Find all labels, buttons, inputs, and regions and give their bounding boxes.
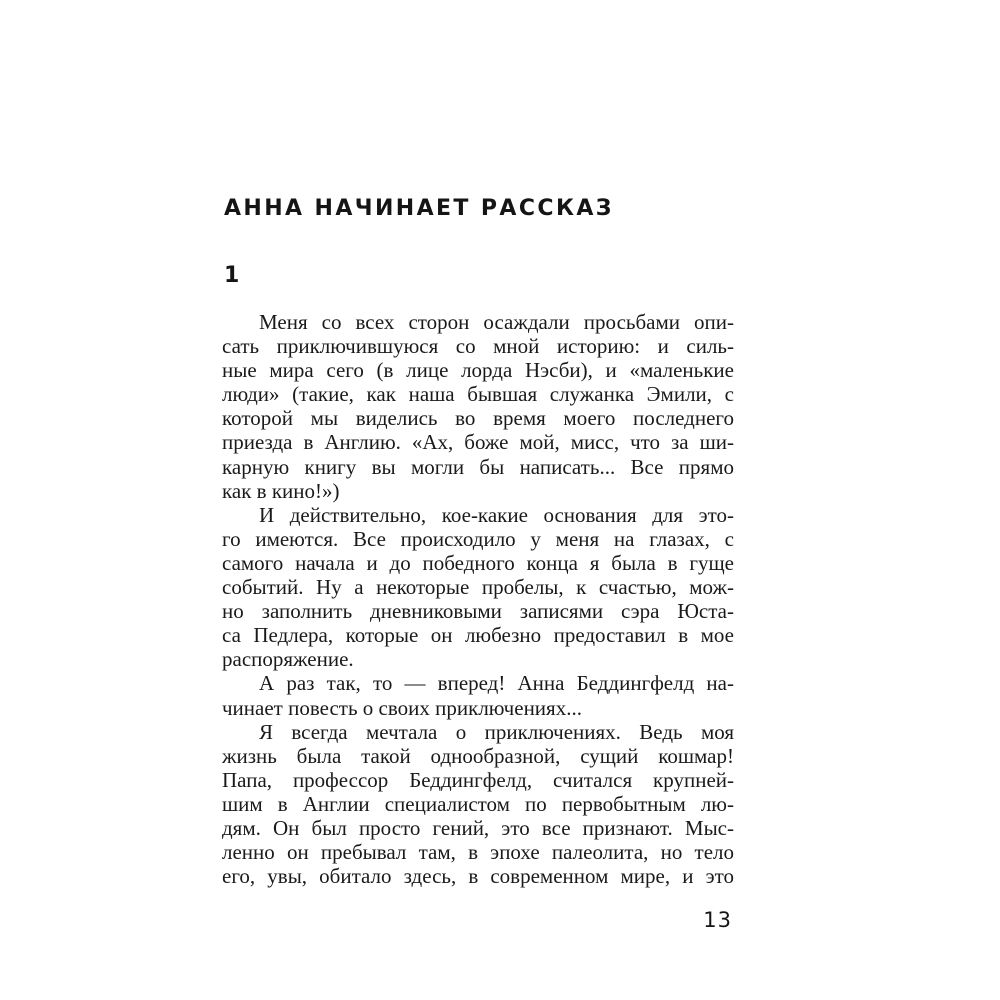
text-line: го имеются. Все происходило у меня на глазах, с [222,526,734,551]
text-line: Папа, профессор Беддингфелд, считался крупней- [222,767,734,792]
text-line: распоряжение. [222,647,354,672]
text-line: люди» (такие, как наша бывшая служанка Эмили, с [222,382,734,407]
text-line: но заполнить дневниковыми записями сэра Юста- [222,599,734,624]
text-line: ные мира сего (в лице лорда Нэсби), и «маленькие [222,358,734,383]
text-line: шим в Англии специалистом по первобытным лю- [222,791,734,816]
chapter-title: АННА НАЧИНАЕТ РАССКАЗ [224,196,614,221]
text-line: дям. Он был просто гений, это все признают. Мыс- [222,815,734,840]
text-line: самого начала и до победного конца я была в гуще [222,550,734,575]
section-number: 1 [224,263,240,288]
text-line: са Педлера, которые он любезно предоставил в мое [222,623,734,648]
text-line: приезда в Англию. «Ах, боже мой, мисс, что за ши- [222,430,734,455]
text-line: А раз так, то — вперед! Анна Беддингфелд на- [259,671,734,696]
text-line: сать приключившуюся со мной историю: и силь- [222,334,734,359]
text-line: жизнь была такой однообразной, сущий кошмар! [222,743,734,768]
text-line: как в кино!») [222,478,340,503]
body-text [222,310,734,888]
text-line: его, увы, обитало здесь, в современном мире, и это [222,864,734,889]
text-line: ленно он пребывал там, в эпохе палеолита, но тело [222,840,734,865]
text-line: чинает повесть о своих приключениях... [222,695,582,720]
text-line: Я всегда мечтала о приключениях. Ведь моя [259,719,734,744]
page-number: 13 [703,908,732,932]
text-line: событий. Ну а некоторые пробелы, к счастью, мож- [222,575,734,600]
text-line: карную книгу вы могли бы написать... Все прямо [222,454,734,479]
text-line: которой мы виделись во время моего последнего [222,406,734,431]
text-line: Меня со всех сторон осаждали просьбами опи- [259,310,734,334]
text-line: И действительно, кое-какие основания для это- [259,502,734,527]
